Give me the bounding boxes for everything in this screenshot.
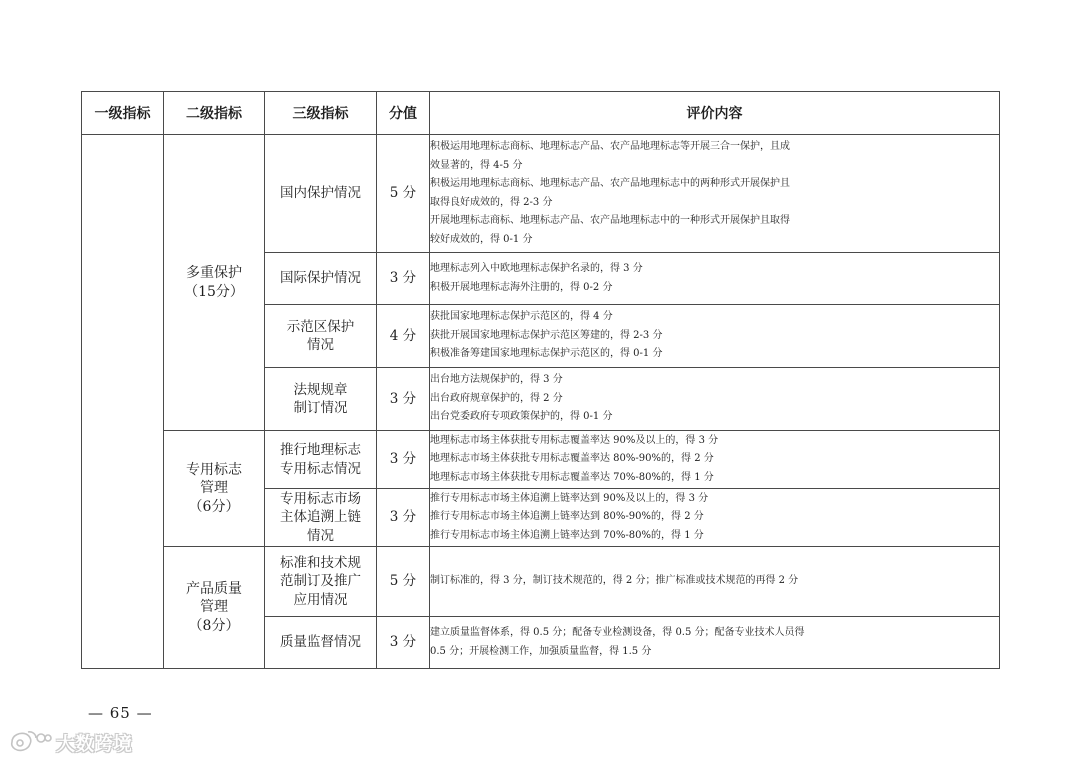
score-cell: 5 分 — [377, 547, 430, 617]
content-line: 推行专用标志市场主体追溯上链率达到 80%-90%的，得 2 分 — [430, 511, 704, 523]
level2-label-line: （6分） — [188, 498, 240, 515]
content-line: 开展地理标志商标、地理标志产品、农产品地理标志中的一种形式开展保护且取得 — [430, 215, 790, 226]
content-cell — [430, 253, 1000, 305]
level3-label-line: 推行地理标志 — [280, 442, 361, 458]
level2-cell — [164, 431, 265, 547]
content-cell — [430, 489, 1000, 547]
content-line: 地理标志市场主体获批专用标志覆盖率达 70%-80%的，得 1 分 — [430, 471, 714, 483]
content-line: 获批国家地理标志保护示范区的，得 4 分 — [430, 311, 613, 323]
table-row — [82, 547, 1000, 617]
content-line: 地理标志列入中欧地理标志保护名录的，得 3 分 — [430, 263, 643, 274]
level2-label-line: （15分） — [184, 283, 244, 300]
table-header-row — [82, 92, 1000, 135]
table-row — [82, 135, 1000, 253]
content-cell — [430, 368, 1000, 431]
header-level2: 二级指标 — [164, 92, 265, 135]
level3-cell — [265, 253, 377, 305]
header-score: 分值 — [377, 92, 430, 135]
score-cell: 3 分 — [377, 617, 430, 669]
level2-cell — [164, 135, 265, 431]
content-cell — [430, 431, 1000, 489]
level3-label-line: 国内保护情况 — [280, 185, 361, 202]
level1-cell — [82, 135, 164, 669]
score-cell: 4 分 — [377, 305, 430, 368]
table-row — [82, 431, 1000, 489]
score-cell: 3 分 — [377, 489, 430, 547]
score-cell: 3 分 — [377, 431, 430, 489]
level3-cell — [265, 135, 377, 253]
content-line: 效显著的，得 4-5 分 — [430, 159, 523, 171]
content-line: 制订标准的，得 3 分，制订技术规范的，得 2 分；推广标准或技术规范的再得 2 分 — [430, 575, 799, 587]
level2-label-line: 管理 — [200, 480, 228, 497]
content-line: 推行专用标志市场主体追溯上链率达到 90%及以上的，得 3 分 — [430, 492, 709, 504]
score-cell: 3 分 — [377, 368, 430, 431]
content-cell — [430, 547, 1000, 617]
level3-label-line: 法规规章 — [293, 381, 348, 398]
content-line: 积极开展地理标志海外注册的，得 0-2 分 — [430, 281, 613, 293]
header-content: 评价内容 — [430, 92, 1000, 135]
level2-label-line: 多重保护 — [186, 265, 242, 281]
score-cell: 3 分 — [377, 253, 430, 305]
content-cell — [430, 617, 1000, 669]
level3-cell — [265, 431, 377, 489]
level3-label-line: 情况 — [307, 527, 334, 544]
score-cell: 5 分 — [377, 135, 430, 253]
content-line: 出台政府规章保护的，得 2 分 — [430, 392, 563, 404]
content-line: 推行专用标志市场主体追溯上链率达到 70%-80%的，得 1 分 — [430, 529, 704, 541]
content-line: 获批开展国家地理标志保护示范区筹建的，得 2-3 分 — [430, 329, 663, 341]
level3-cell — [265, 305, 377, 368]
content-cell — [430, 135, 1000, 253]
header-level1: 一级指标 — [82, 92, 164, 135]
page-number: — 65 — — [88, 704, 153, 722]
content-line: 出台党委政府专项政策保护的，得 0-1 分 — [430, 411, 613, 423]
content-line: 地理标志市场主体获批专用标志覆盖率达 80%-90%的，得 2 分 — [430, 453, 714, 465]
level3-label-line: 主体追溯上链 — [280, 509, 361, 526]
content-line: 积极运用地理标志商标、地理标志产品、农产品地理标志等开展三合一保护，且成 — [430, 141, 790, 152]
level3-label-line: 情况 — [307, 337, 334, 353]
content-line: 出台地方法规保护的，得 3 分 — [430, 374, 563, 386]
level3-label-line: 专用标志情况 — [280, 460, 361, 477]
level2-cell — [164, 547, 265, 669]
content-line: 取得良好成效的，得 2-3 分 — [430, 196, 553, 208]
weibo-logo-icon — [8, 728, 52, 756]
level2-label-line: 专用标志 — [186, 461, 242, 478]
content-line: 积极运用地理标志商标、地理标志产品、农产品地理标志中的两种形式开展保护且 — [430, 178, 790, 189]
level3-cell — [265, 489, 377, 547]
level3-label-line: 质量监督情况 — [280, 634, 361, 651]
level3-label-line: 应用情况 — [293, 591, 348, 608]
header-level3: 三级指标 — [265, 92, 377, 135]
level3-label-line: 范制订及推广 — [280, 573, 361, 590]
watermark-text: 大数跨境 — [56, 732, 133, 755]
level3-label-line: 专用标志市场 — [280, 490, 361, 507]
level3-label-line: 标准和技术规 — [280, 554, 361, 571]
content-line: 较好成效的，得 0-1 分 — [430, 233, 533, 245]
content-line: 地理标志市场主体获批专用标志覆盖率达 90%及以上的，得 3 分 — [430, 434, 719, 446]
level2-label-line: 管理 — [200, 599, 228, 616]
content-line: 积极准备筹建国家地理标志保护示范区的，得 0-1 分 — [430, 348, 663, 360]
level2-label-line: （8分） — [188, 617, 240, 634]
watermark — [8, 728, 132, 756]
level3-label-line: 国际保护情况 — [280, 270, 361, 287]
content-line: 0.5 分；开展检测工作，加强质量监督，得 1.5 分 — [430, 645, 652, 657]
evaluation-table — [81, 91, 1000, 669]
content-cell — [430, 305, 1000, 368]
level2-label-line: 产品质量 — [186, 580, 242, 597]
level3-cell — [265, 547, 377, 617]
level3-label-line: 示范区保护 — [286, 318, 355, 335]
level3-cell — [265, 368, 377, 431]
content-line: 建立质量监督体系，得 0.5 分；配备专业检测设备，得 0.5 分；配备专业技术人员得 — [430, 627, 805, 638]
level3-label-line: 制订情况 — [293, 400, 348, 416]
level3-cell — [265, 617, 377, 669]
